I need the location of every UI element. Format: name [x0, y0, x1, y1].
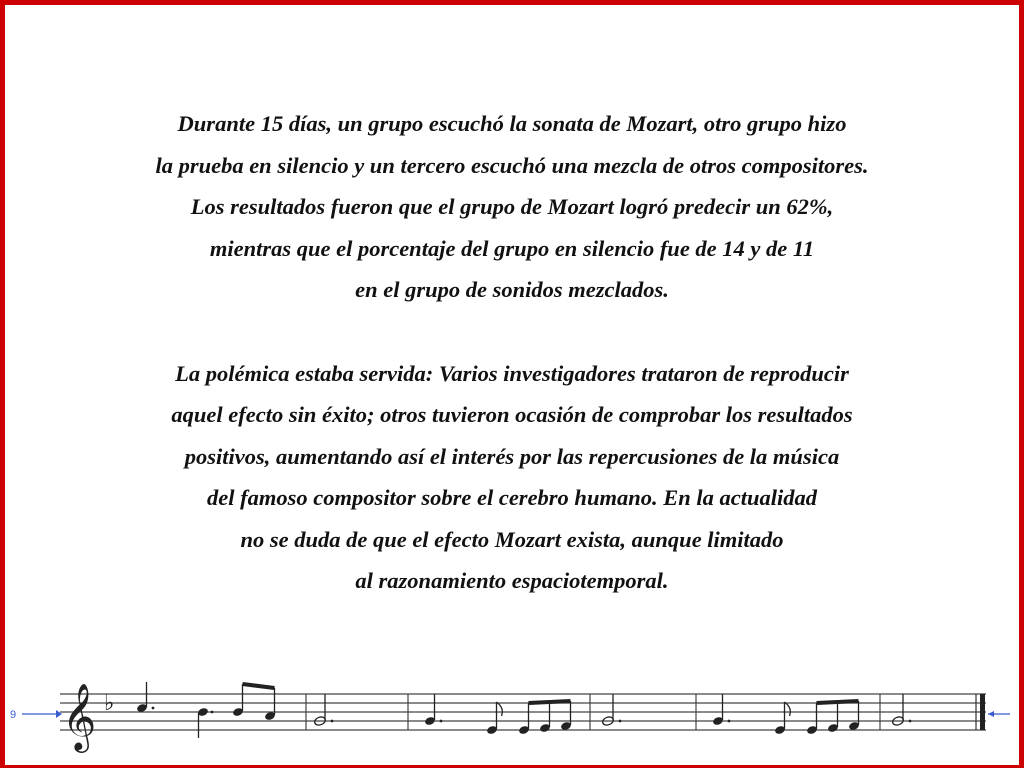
- slide-text: [40, 103, 984, 602]
- flat-icon: ♭: [104, 691, 115, 716]
- start-marker: [22, 710, 62, 718]
- note: [136, 682, 154, 713]
- text-line: aquel efecto sin éxito; otros tuvieron ocasión de comprobar los resultados: [171, 402, 853, 427]
- note: [424, 694, 442, 726]
- text-line: La polémica estaba servida: Varios investigadores trataron de reproducir: [175, 360, 849, 386]
- treble-clef-icon: 𝄞: [62, 682, 97, 750]
- text-line: del famoso compositor sobre el cerebro humano. En la actualidad: [206, 485, 818, 510]
- text-line: Los resultados fueron que el grupo de Mozart logró predecir un 62%,: [190, 194, 834, 219]
- note: [197, 707, 213, 738]
- text-line: Durante 15 días, un grupo escuchó la sonata de Mozart, otro grupo hizo: [177, 111, 847, 136]
- text-line: positivos, aumentando así el interés por las repercusiones de la música: [184, 443, 840, 469]
- text-line: al razonamiento espaciotemporal.: [355, 568, 669, 593]
- text-line: no se duda de que el efecto Mozart exista, aunque limitado: [240, 526, 784, 552]
- text-line: en el grupo de sonidos mezclados.: [355, 277, 669, 302]
- text-line: mientras que el porcentaje del grupo en silencio fue de 14 y de 11: [209, 235, 815, 261]
- end-marker: [988, 711, 1010, 717]
- music-staff: [0, 672, 1024, 768]
- measure-number: 9: [10, 709, 17, 721]
- note: [712, 694, 730, 726]
- text-line: la prueba en silencio y un tercero escuchó una mezcla de otros compositores.: [155, 152, 869, 178]
- paragraph-gap: [40, 311, 984, 353]
